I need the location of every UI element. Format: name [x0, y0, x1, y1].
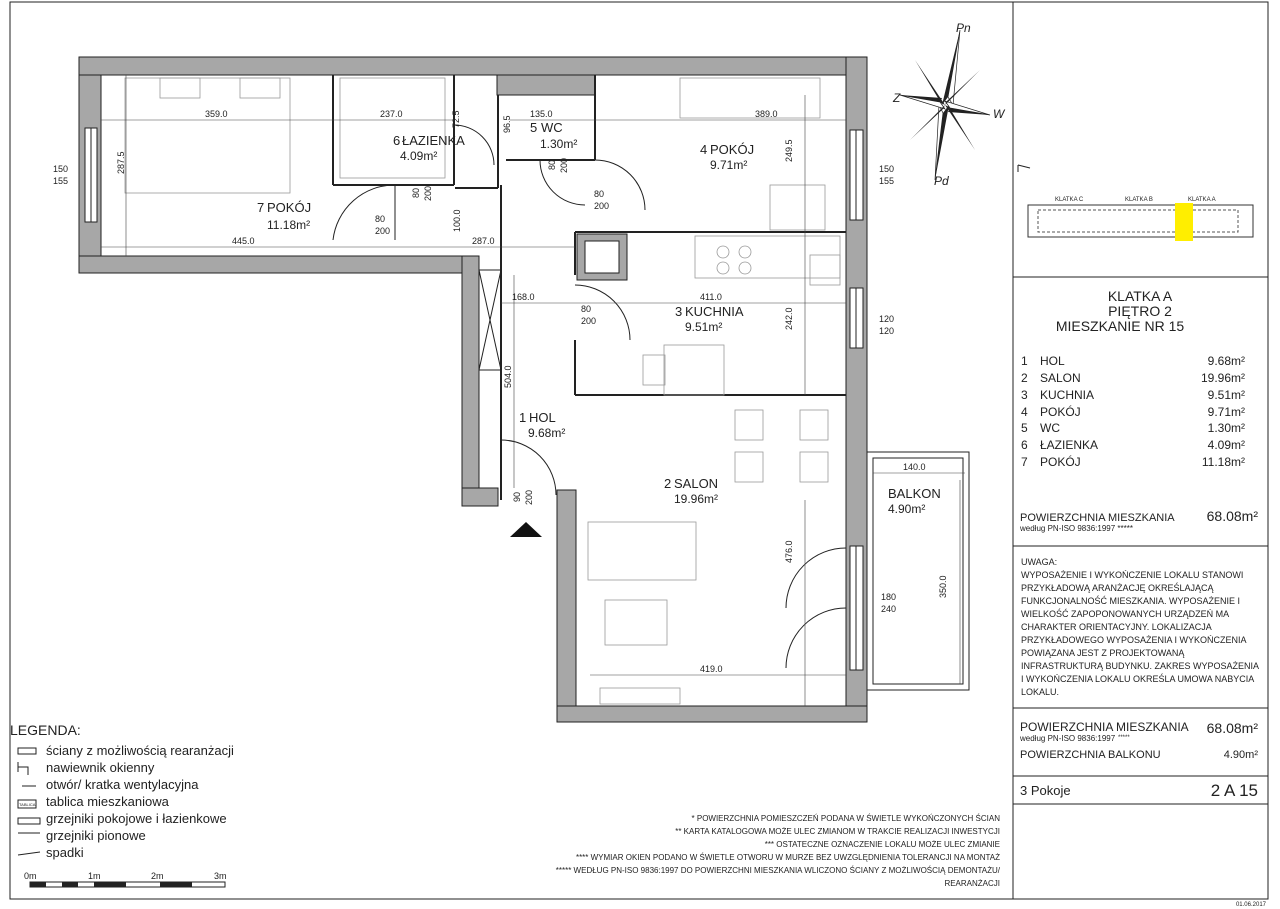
- vent-shaft: [577, 234, 627, 280]
- dimension-lines: [101, 75, 965, 706]
- apartment-number: MIESZKANIE NR 15: [1055, 318, 1185, 334]
- room-1-area: 9.68m²: [528, 426, 566, 440]
- balcony-area-value: 4.90m²: [1223, 749, 1258, 761]
- balcony-area-label: POWIERZCHNIA BALKONU: [1020, 749, 1161, 761]
- door-height-label: 200: [559, 157, 569, 173]
- room-6-name: ŁAZIENKA: [402, 133, 465, 148]
- bottom-area-norm: według PN-ISO 9836:1997: [1020, 734, 1116, 743]
- total-area-label: POWIERZCHNIA MIESZKANIA: [1020, 512, 1175, 524]
- area-summary: [1019, 508, 1258, 533]
- room-7-area: 11.18m²: [267, 218, 311, 232]
- notice-line: I WYKOŃCZENIA LOKALU OKREŚLA UMOWA NABYCIA: [1021, 674, 1255, 684]
- scale-bar: [30, 882, 225, 887]
- window-width-label: 120: [879, 314, 895, 324]
- tablica-icon-label: TABLICA: [19, 802, 36, 807]
- legend-item: grzejniki pionowe: [46, 828, 146, 843]
- door-width-label: 80: [411, 187, 421, 198]
- legend-item: tablica mieszkaniowa: [46, 794, 169, 809]
- dim-label: 242.0: [784, 307, 794, 330]
- door-width-label: 80: [375, 214, 386, 224]
- dim-label: 476.0: [784, 540, 794, 563]
- compass: [900, 30, 990, 180]
- table-row-area: 1.30m²: [1207, 421, 1245, 435]
- door-width-label: 80: [581, 304, 592, 314]
- table-row-no: 5: [1021, 421, 1028, 435]
- dim-label: 140.0: [903, 462, 926, 472]
- room-4-label: 4: [700, 142, 708, 157]
- dim-label: 96.5: [502, 115, 512, 133]
- wardrobe: [479, 270, 501, 370]
- compass-east: W: [993, 107, 1005, 121]
- footnote: * POWIERZCHNIA POMIESZCZEŃ PODANA W ŚWIETLE WYKOŃCZONYCH ŚCIAN: [691, 814, 1000, 823]
- window-width-label: 150: [53, 164, 69, 174]
- room-labels: [257, 120, 941, 516]
- table-row-area: 19.96m²: [1200, 371, 1245, 385]
- room-6-area: 4.09m²: [400, 149, 438, 163]
- dim-label: 350.0: [938, 575, 948, 598]
- table-row-no: 4: [1021, 405, 1028, 419]
- bottom-area-label: POWIERZCHNIA MIESZKANIA: [1020, 720, 1189, 734]
- table-row-name: POKÓJ: [1040, 405, 1081, 419]
- notice-line: PRZYKŁADOWEGO WYPOSAŻENIA I WYKOŃCZENIA: [1021, 635, 1247, 645]
- window-height-label: 120: [879, 326, 895, 336]
- bottom-area-norm-stars: *****: [1118, 735, 1130, 741]
- room-6-label: 6: [393, 133, 401, 148]
- table-row-name: HOL: [1040, 354, 1065, 368]
- room-5-label: 5: [530, 120, 538, 135]
- scale-label: 3m: [214, 871, 227, 881]
- scale-label: 2m: [151, 871, 164, 881]
- apartment-header: [1056, 288, 1185, 334]
- legend-item: nawiewnik okienny: [46, 760, 155, 775]
- notice: [1021, 557, 1259, 697]
- dim-label: 287.0: [472, 236, 495, 246]
- footnote: ***** WEDŁUG PN-ISO 9836:1997 DO POWIERZCHNI MIESZKANIA WLICZONO ŚCIANY Z MOŻLIWOŚCIĄ DEMONTAŻU/: [555, 866, 1000, 875]
- room-5-area: 1.30m²: [540, 137, 578, 151]
- dim-label: 445.0: [232, 236, 255, 246]
- dim-label: 249.5: [784, 139, 794, 162]
- room-3-name: KUCHNIA: [685, 304, 744, 319]
- dim-label: 135.0: [530, 109, 553, 119]
- balcony-name: BALKON: [888, 486, 941, 501]
- dim-label: 389.0: [755, 109, 778, 119]
- notice-line: CHARAKTER ORIENTACYJNY. LOKALIZACJA: [1021, 622, 1212, 632]
- dim-label: 504.0: [503, 365, 513, 388]
- stair-label: KLATKA A: [1107, 288, 1173, 304]
- dim-label: 168.0: [512, 292, 535, 302]
- window-height-label: 155: [53, 176, 69, 186]
- footnotes: [556, 814, 1001, 888]
- dim-label: 419.0: [700, 664, 723, 674]
- door-height-label: 200: [423, 185, 433, 201]
- room-1-label: 1: [519, 410, 527, 425]
- door-height-label: 200: [594, 201, 610, 211]
- key-plan-highlight: [1175, 203, 1193, 241]
- room-table: [1021, 354, 1245, 469]
- key-plan-labels: [1055, 197, 1216, 203]
- room-4-name: POKÓJ: [710, 142, 755, 157]
- room-2-label: 2: [664, 476, 672, 491]
- balcony-area: 4.90m²: [888, 502, 926, 516]
- bottom-area-value: 68.08m²: [1206, 720, 1258, 736]
- footnote: **** WYMIAR OKIEN PODANO W ŚWIETLE OTWORU W MURZE BEZ UWZGLĘDNIENIA TOLERANCJI NA MONTAŻ: [575, 853, 1000, 862]
- dim-label: 411.0: [700, 292, 722, 302]
- legend-item: spadki: [46, 845, 84, 860]
- footnote: *** OSTATECZNE OZNACZENIE LOKALU MOŻE ULEC ZMIANIE: [764, 840, 1000, 849]
- table-row-no: 6: [1021, 438, 1028, 452]
- rooms-count: 3 Pokoje: [1020, 783, 1071, 798]
- window-height-label: 240: [881, 604, 897, 614]
- room-2-name: SALON: [674, 476, 719, 491]
- table-row-area: 9.68m²: [1207, 354, 1245, 368]
- room-3-label: 3: [675, 304, 683, 319]
- notice-line: PRZYKŁADOWĄ ARANŻACJĘ OKREŚLAJĄCĄ: [1021, 583, 1214, 593]
- dim-label: 237.0: [380, 109, 403, 119]
- total-area-value: 68.08m²: [1206, 508, 1258, 524]
- room-5-name: WC: [541, 120, 563, 135]
- table-row-name: POKÓJ: [1040, 455, 1081, 469]
- door-height-label: 200: [524, 489, 534, 505]
- table-row-name: KUCHNIA: [1040, 388, 1095, 402]
- room-1-name: HOL: [529, 410, 556, 425]
- legend-item: ściany z możliwością rearanżacji: [46, 743, 234, 758]
- scale-labels: [24, 871, 227, 881]
- room-7-label: 7: [257, 200, 265, 215]
- date-stamp: 01.06.2017: [1235, 902, 1266, 908]
- notice-line: INFRASTRUKTURĄ BUDYNKU. ZAKRES WYPOSAŻENIA: [1021, 661, 1260, 671]
- room-4-area: 9.71m²: [710, 158, 748, 172]
- key-plan: [1018, 165, 1253, 241]
- room-3-area: 9.51m²: [685, 320, 723, 334]
- footnote: REARANŻACJI: [944, 879, 1000, 888]
- legend: [10, 722, 234, 860]
- door-height-label: 200: [581, 316, 597, 326]
- key-plan-label: KLATKA B: [1125, 197, 1153, 203]
- table-row-name: ŁAZIENKA: [1040, 438, 1099, 452]
- notice-line: FUNKCJONALNOŚĆ MIESZKANIA. WYPOSAŻENIE I: [1021, 596, 1241, 606]
- table-row-area: 11.18m²: [1201, 455, 1245, 469]
- table-row-area: 4.09m²: [1207, 438, 1245, 452]
- scale-label: 1m: [88, 871, 101, 881]
- window-width-label: 180: [881, 592, 897, 602]
- notice-line: WYPOSAŻENIE I WYKOŃCZENIE LOKALU STANOWI: [1021, 570, 1244, 580]
- door-height-label: 200: [375, 226, 391, 236]
- table-row-no: 7: [1021, 455, 1028, 469]
- floor-label: PIĘTRO 2: [1108, 303, 1172, 319]
- legend-item: otwór/ kratka wentylacyjna: [46, 777, 199, 792]
- room-7-name: POKÓJ: [267, 200, 312, 215]
- window-height-label: 155: [879, 176, 895, 186]
- compass-west: Z: [893, 91, 901, 105]
- table-row-no: 3: [1021, 388, 1028, 402]
- door-width-label: 90: [512, 491, 522, 502]
- key-plan-label: KLATKA A: [1188, 197, 1216, 203]
- scale-label: 0m: [24, 871, 37, 881]
- table-row-area: 9.71m²: [1207, 405, 1245, 419]
- footnote: ** KARTA KATALOGOWA MOŻE ULEC ZMIANOM W TRAKCIE REALIZACJI INWESTYCJI: [675, 827, 1000, 836]
- table-row-no: 1: [1021, 354, 1028, 368]
- legend-item: grzejniki pokojowe i łazienkowe: [46, 811, 227, 826]
- apartment-code: 2 A 15: [1210, 781, 1258, 800]
- total-area-norm: według PN-ISO 9836:1997 *****: [1020, 524, 1133, 533]
- entrance-marker: [510, 522, 542, 537]
- notice-line: POWIĄZANA JEST Z PROJEKTOWANĄ: [1021, 648, 1185, 658]
- dim-label: 287.5: [116, 151, 126, 174]
- notice-line: LOKALU.: [1021, 687, 1060, 697]
- door-width-label: 80: [547, 159, 557, 170]
- door-width-label: 80: [594, 189, 605, 199]
- compass-south: Pd: [934, 174, 949, 188]
- window-width-label: 150: [879, 164, 895, 174]
- dim-label: 72.5: [451, 110, 461, 128]
- table-row-area: 9.51m²: [1207, 388, 1245, 402]
- table-row-no: 2: [1021, 371, 1028, 385]
- notice-line: WIELKOŚĆ ZAPOPONOWANYCH URZĄDZEŃ MA: [1021, 609, 1230, 619]
- table-row-name: WC: [1040, 421, 1060, 435]
- legend-title: LEGENDA:: [10, 722, 81, 738]
- notice-heading: UWAGA:: [1021, 557, 1058, 567]
- compass-north: Pn: [956, 21, 971, 35]
- dim-label: 359.0: [205, 109, 228, 119]
- key-plan-label: KLATKA C: [1055, 197, 1084, 203]
- room-2-area: 19.96m²: [674, 492, 719, 506]
- table-row-name: SALON: [1040, 371, 1081, 385]
- dim-label: 100.0: [452, 209, 462, 232]
- doors: [333, 125, 846, 668]
- bottom-summary: [1019, 720, 1258, 800]
